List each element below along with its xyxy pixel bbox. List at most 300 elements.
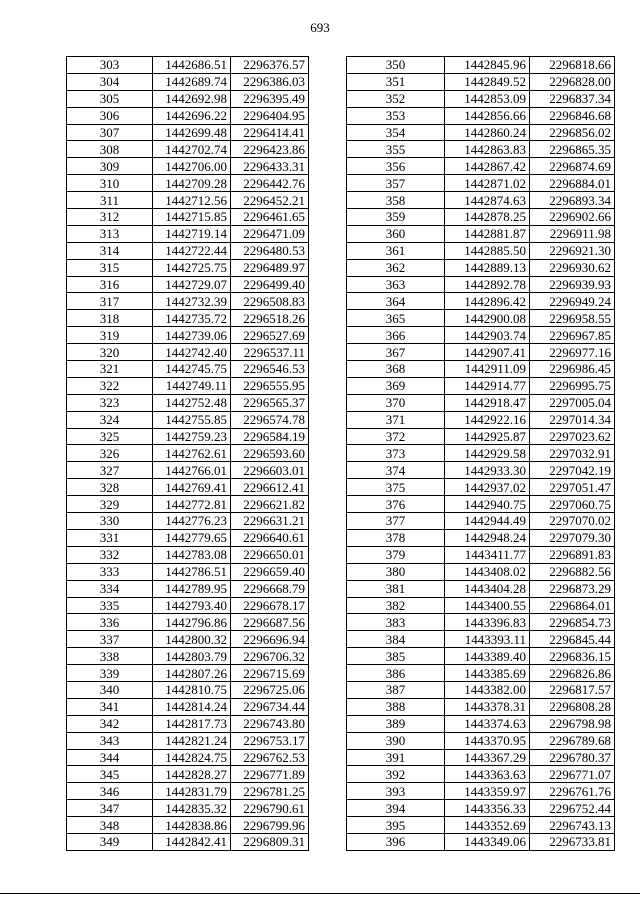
y-coordinate-cell: 2296884.01 [530,175,615,192]
y-coordinate-cell: 2297051.47 [530,479,615,496]
point-number-cell: 345 [67,766,153,783]
x-coordinate-cell: 1442689.74 [153,73,231,90]
point-number-cell: 324 [67,411,153,428]
table-row [67,276,309,293]
point-number-cell: 344 [67,749,153,766]
y-coordinate-cell: 2296414.41 [231,124,309,141]
table-row [347,479,615,496]
table-row [67,242,309,259]
x-coordinate-cell: 1442755.85 [153,411,231,428]
y-coordinate-cell: 2296752.44 [530,800,615,817]
y-coordinate-cell: 2296771.07 [530,766,615,783]
x-coordinate-cell: 1442725.75 [153,259,231,276]
point-number-cell: 394 [347,800,445,817]
table-row [67,445,309,462]
table-row [347,563,615,580]
y-coordinate-cell: 2296780.37 [530,749,615,766]
point-number-cell: 351 [347,73,445,90]
point-number-cell: 350 [347,57,445,74]
x-coordinate-cell: 1442903.74 [445,327,530,344]
point-number-cell: 386 [347,665,445,682]
x-coordinate-cell: 1443393.11 [445,631,530,648]
point-number-cell: 337 [67,631,153,648]
point-number-cell: 357 [347,175,445,192]
table-row [67,529,309,546]
x-coordinate-cell: 1442807.26 [153,665,231,682]
point-number-cell: 306 [67,107,153,124]
y-coordinate-cell: 2296668.79 [231,580,309,597]
x-coordinate-cell: 1443367.29 [445,749,530,766]
y-coordinate-cell: 2296696.94 [231,631,309,648]
y-coordinate-cell: 2296687.56 [231,614,309,631]
point-number-cell: 369 [347,377,445,394]
x-coordinate-cell: 1443396.83 [445,614,530,631]
y-coordinate-cell: 2296828.00 [530,73,615,90]
point-number-cell: 370 [347,394,445,411]
table-row [67,259,309,276]
point-number-cell: 315 [67,259,153,276]
x-coordinate-cell: 1442914.77 [445,377,530,394]
point-number-cell: 375 [347,479,445,496]
point-number-cell: 305 [67,90,153,107]
table-row [347,462,615,479]
table-row [347,209,615,226]
table-row [347,73,615,90]
coordinates-table-left [66,56,309,851]
table-row [347,800,615,817]
point-number-cell: 388 [347,698,445,715]
y-coordinate-cell: 2296395.49 [231,90,309,107]
x-coordinate-cell: 1442800.32 [153,631,231,648]
y-coordinate-cell: 2296537.11 [231,344,309,361]
x-coordinate-cell: 1442838.86 [153,817,231,834]
point-number-cell: 374 [347,462,445,479]
point-number-cell: 383 [347,614,445,631]
y-coordinate-cell: 2296761.76 [530,783,615,800]
x-coordinate-cell: 1442885.50 [445,242,530,259]
table-row [347,496,615,513]
point-number-cell: 343 [67,732,153,749]
y-coordinate-cell: 2296734.44 [231,698,309,715]
table-row [67,749,309,766]
y-coordinate-cell: 2296995.75 [530,377,615,394]
x-coordinate-cell: 1442835.32 [153,800,231,817]
table-row [347,225,615,242]
y-coordinate-cell: 2296574.78 [231,411,309,428]
table-row [67,175,309,192]
x-coordinate-cell: 1442752.48 [153,394,231,411]
y-coordinate-cell: 2297070.02 [530,513,615,530]
x-coordinate-cell: 1442742.40 [153,344,231,361]
x-coordinate-cell: 1442881.87 [445,225,530,242]
y-coordinate-cell: 2296584.19 [231,428,309,445]
y-coordinate-cell: 2296480.53 [231,242,309,259]
y-coordinate-cell: 2296865.35 [530,141,615,158]
x-coordinate-cell: 1442896.42 [445,293,530,310]
x-coordinate-cell: 1442759.23 [153,428,231,445]
y-coordinate-cell: 2296837.34 [530,90,615,107]
x-coordinate-cell: 1442702.74 [153,141,231,158]
y-coordinate-cell: 2296986.45 [530,361,615,378]
x-coordinate-cell: 1443389.40 [445,648,530,665]
table-row [67,681,309,698]
y-coordinate-cell: 2296508.83 [231,293,309,310]
table-row [347,631,615,648]
table-row [67,293,309,310]
y-coordinate-cell: 2296725.06 [231,681,309,698]
x-coordinate-cell: 1443400.55 [445,597,530,614]
table-row [67,614,309,631]
table-row [347,665,615,682]
table-row [347,394,615,411]
y-coordinate-cell: 2296527.69 [231,327,309,344]
point-number-cell: 373 [347,445,445,462]
x-coordinate-cell: 1442849.52 [445,73,530,90]
x-coordinate-cell: 1442874.63 [445,192,530,209]
y-coordinate-cell: 2296452.21 [231,192,309,209]
point-number-cell: 381 [347,580,445,597]
x-coordinate-cell: 1443356.33 [445,800,530,817]
point-number-cell: 328 [67,479,153,496]
table-row [67,496,309,513]
point-number-cell: 378 [347,529,445,546]
x-coordinate-cell: 1442762.61 [153,445,231,462]
y-coordinate-cell: 2296376.57 [231,57,309,74]
point-number-cell: 358 [347,192,445,209]
x-coordinate-cell: 1443352.69 [445,817,530,834]
point-number-cell: 316 [67,276,153,293]
x-coordinate-cell: 1442776.23 [153,513,231,530]
point-number-cell: 325 [67,428,153,445]
table-row [347,90,615,107]
point-number-cell: 354 [347,124,445,141]
table-row [347,580,615,597]
point-number-cell: 334 [67,580,153,597]
table-row [347,175,615,192]
point-number-cell: 321 [67,361,153,378]
point-number-cell: 327 [67,462,153,479]
y-coordinate-cell: 2296423.86 [231,141,309,158]
point-number-cell: 336 [67,614,153,631]
x-coordinate-cell: 1442925.87 [445,428,530,445]
x-coordinate-cell: 1443374.63 [445,715,530,732]
y-coordinate-cell: 2296565.37 [231,394,309,411]
y-coordinate-cell: 2296902.66 [530,209,615,226]
table-row [67,57,309,74]
x-coordinate-cell: 1442814.24 [153,698,231,715]
x-coordinate-cell: 1442699.48 [153,124,231,141]
y-coordinate-cell: 2296715.69 [231,665,309,682]
y-coordinate-cell: 2296846.68 [530,107,615,124]
y-coordinate-cell: 2296433.31 [231,158,309,175]
x-coordinate-cell: 1442783.08 [153,546,231,563]
table-row [347,715,615,732]
point-number-cell: 332 [67,546,153,563]
x-coordinate-cell: 1443349.06 [445,833,530,850]
point-number-cell: 330 [67,513,153,530]
x-coordinate-cell: 1442793.40 [153,597,231,614]
point-number-cell: 320 [67,344,153,361]
x-coordinate-cell: 1442712.56 [153,192,231,209]
table-row [347,648,615,665]
x-coordinate-cell: 1442786.51 [153,563,231,580]
point-number-cell: 353 [347,107,445,124]
point-number-cell: 387 [347,681,445,698]
table-row [347,529,615,546]
x-coordinate-cell: 1443363.63 [445,766,530,783]
x-coordinate-cell: 1442828.27 [153,766,231,783]
y-coordinate-cell: 2296826.86 [530,665,615,682]
x-coordinate-cell: 1442918.47 [445,394,530,411]
point-number-cell: 356 [347,158,445,175]
point-number-cell: 304 [67,73,153,90]
table-row [347,158,615,175]
point-number-cell: 329 [67,496,153,513]
y-coordinate-cell: 2296856.02 [530,124,615,141]
y-coordinate-cell: 2296386.03 [231,73,309,90]
y-coordinate-cell: 2296836.15 [530,648,615,665]
table-row [347,293,615,310]
y-coordinate-cell: 2296650.01 [231,546,309,563]
x-coordinate-cell: 1442739.06 [153,327,231,344]
point-number-cell: 322 [67,377,153,394]
x-coordinate-cell: 1443404.28 [445,580,530,597]
point-number-cell: 307 [67,124,153,141]
y-coordinate-cell: 2296891.83 [530,546,615,563]
table-row [347,445,615,462]
coordinates-table-right-body [347,57,615,851]
table-row [67,327,309,344]
point-number-cell: 338 [67,648,153,665]
x-coordinate-cell: 1442735.72 [153,310,231,327]
x-coordinate-cell: 1442892.78 [445,276,530,293]
table-row [347,428,615,445]
table-row [347,766,615,783]
table-row [67,141,309,158]
x-coordinate-cell: 1442948.24 [445,529,530,546]
x-coordinate-cell: 1442878.25 [445,209,530,226]
point-number-cell: 379 [347,546,445,563]
x-coordinate-cell: 1442696.22 [153,107,231,124]
point-number-cell: 347 [67,800,153,817]
y-coordinate-cell: 2296967.85 [530,327,615,344]
y-coordinate-cell: 2296659.40 [231,563,309,580]
point-number-cell: 342 [67,715,153,732]
coordinates-table-right [346,56,615,851]
point-number-cell: 308 [67,141,153,158]
point-number-cell: 323 [67,394,153,411]
table-row [347,124,615,141]
table-row [347,411,615,428]
x-coordinate-cell: 1443411.77 [445,546,530,563]
x-coordinate-cell: 1442709.28 [153,175,231,192]
y-coordinate-cell: 2296921.30 [530,242,615,259]
y-coordinate-cell: 2296631.21 [231,513,309,530]
point-number-cell: 326 [67,445,153,462]
y-coordinate-cell: 2296461.65 [231,209,309,226]
x-coordinate-cell: 1442871.02 [445,175,530,192]
y-coordinate-cell: 2296882.56 [530,563,615,580]
y-coordinate-cell: 2296789.68 [530,732,615,749]
table-row [67,631,309,648]
y-coordinate-cell: 2297042.19 [530,462,615,479]
table-row [67,73,309,90]
y-coordinate-cell: 2296706.32 [231,648,309,665]
y-coordinate-cell: 2296808.28 [530,698,615,715]
point-number-cell: 396 [347,833,445,850]
y-coordinate-cell: 2296893.34 [530,192,615,209]
point-number-cell: 313 [67,225,153,242]
x-coordinate-cell: 1442789.95 [153,580,231,597]
table-row [67,310,309,327]
y-coordinate-cell: 2296621.82 [231,496,309,513]
point-number-cell: 395 [347,817,445,834]
x-coordinate-cell: 1442706.00 [153,158,231,175]
y-coordinate-cell: 2297014.34 [530,411,615,428]
table-row [347,732,615,749]
y-coordinate-cell: 2296911.98 [530,225,615,242]
point-number-cell: 380 [347,563,445,580]
y-coordinate-cell: 2296555.95 [231,377,309,394]
x-coordinate-cell: 1442889.13 [445,259,530,276]
x-coordinate-cell: 1442867.42 [445,158,530,175]
x-coordinate-cell: 1442933.30 [445,462,530,479]
x-coordinate-cell: 1442803.79 [153,648,231,665]
x-coordinate-cell: 1442722.44 [153,242,231,259]
table-row [67,124,309,141]
x-coordinate-cell: 1443359.97 [445,783,530,800]
point-number-cell: 348 [67,817,153,834]
point-number-cell: 359 [347,209,445,226]
point-number-cell: 314 [67,242,153,259]
table-row [347,513,615,530]
x-coordinate-cell: 1442766.01 [153,462,231,479]
y-coordinate-cell: 2296404.95 [231,107,309,124]
y-coordinate-cell: 2296771.89 [231,766,309,783]
point-number-cell: 317 [67,293,153,310]
point-number-cell: 376 [347,496,445,513]
y-coordinate-cell: 2296733.81 [530,833,615,850]
point-number-cell: 384 [347,631,445,648]
x-coordinate-cell: 1442929.58 [445,445,530,462]
y-coordinate-cell: 2296743.13 [530,817,615,834]
y-coordinate-cell: 2297079.30 [530,529,615,546]
x-coordinate-cell: 1442831.79 [153,783,231,800]
x-coordinate-cell: 1442856.66 [445,107,530,124]
y-coordinate-cell: 2296799.96 [231,817,309,834]
table-row [67,817,309,834]
y-coordinate-cell: 2296640.61 [231,529,309,546]
y-coordinate-cell: 2296489.97 [231,259,309,276]
y-coordinate-cell: 2296845.44 [530,631,615,648]
point-number-cell: 311 [67,192,153,209]
point-number-cell: 310 [67,175,153,192]
table-row [347,327,615,344]
y-coordinate-cell: 2296603.01 [231,462,309,479]
table-row [67,546,309,563]
point-number-cell: 355 [347,141,445,158]
point-number-cell: 360 [347,225,445,242]
table-row [67,225,309,242]
table-row [67,783,309,800]
x-coordinate-cell: 1442745.75 [153,361,231,378]
y-coordinate-cell: 2296817.57 [530,681,615,698]
point-number-cell: 331 [67,529,153,546]
point-number-cell: 352 [347,90,445,107]
x-coordinate-cell: 1442907.41 [445,344,530,361]
y-coordinate-cell: 2296977.16 [530,344,615,361]
point-number-cell: 312 [67,209,153,226]
y-coordinate-cell: 2296854.73 [530,614,615,631]
table-row [67,833,309,850]
table-row [347,242,615,259]
table-row [67,563,309,580]
table-row [67,158,309,175]
table-row [67,580,309,597]
table-row [347,310,615,327]
x-coordinate-cell: 1442863.83 [445,141,530,158]
table-row [347,57,615,74]
x-coordinate-cell: 1442944.49 [445,513,530,530]
table-row [347,276,615,293]
point-number-cell: 333 [67,563,153,580]
point-number-cell: 318 [67,310,153,327]
table-row [67,800,309,817]
y-coordinate-cell: 2296442.76 [231,175,309,192]
x-coordinate-cell: 1442900.08 [445,310,530,327]
table-row [67,479,309,496]
table-row [347,833,615,850]
x-coordinate-cell: 1442922.16 [445,411,530,428]
y-coordinate-cell: 2296874.69 [530,158,615,175]
x-coordinate-cell: 1442732.39 [153,293,231,310]
table-row [347,546,615,563]
table-row [347,361,615,378]
y-coordinate-cell: 2296612.41 [231,479,309,496]
table-row [67,192,309,209]
point-number-cell: 349 [67,833,153,850]
table-row [67,732,309,749]
y-coordinate-cell: 2296546.53 [231,361,309,378]
table-row [67,428,309,445]
point-number-cell: 377 [347,513,445,530]
x-coordinate-cell: 1442796.86 [153,614,231,631]
table-row [67,377,309,394]
x-coordinate-cell: 1442842.41 [153,833,231,850]
y-coordinate-cell: 2296743.80 [231,715,309,732]
point-number-cell: 391 [347,749,445,766]
x-coordinate-cell: 1443382.00 [445,681,530,698]
table-row [67,394,309,411]
x-coordinate-cell: 1442692.98 [153,90,231,107]
point-number-cell: 340 [67,681,153,698]
y-coordinate-cell: 2296798.98 [530,715,615,732]
x-coordinate-cell: 1442779.65 [153,529,231,546]
table-row [347,698,615,715]
point-number-cell: 368 [347,361,445,378]
point-number-cell: 339 [67,665,153,682]
x-coordinate-cell: 1442810.75 [153,681,231,698]
table-row [67,411,309,428]
x-coordinate-cell: 1442769.41 [153,479,231,496]
table-row [347,141,615,158]
x-coordinate-cell: 1442824.75 [153,749,231,766]
table-row [67,597,309,614]
y-coordinate-cell: 2296930.62 [530,259,615,276]
y-coordinate-cell: 2297032.91 [530,445,615,462]
point-number-cell: 372 [347,428,445,445]
y-coordinate-cell: 2296678.17 [231,597,309,614]
